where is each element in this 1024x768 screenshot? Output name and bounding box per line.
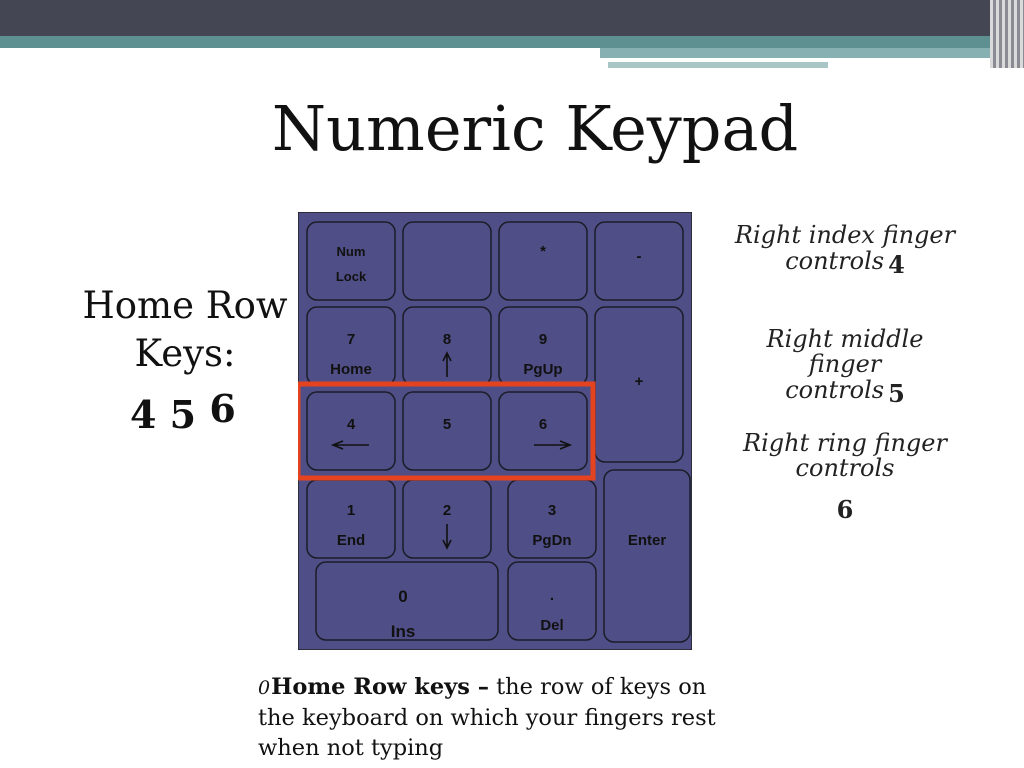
home-row-digit-6: 6 (209, 386, 236, 431)
key-star-top: * (540, 243, 546, 260)
key-3-bottom: PgDn (532, 532, 572, 549)
key-7 (307, 307, 395, 385)
finger-note-index-line2: controls (785, 247, 885, 275)
definition-term: Home Row keys – (271, 674, 489, 700)
key-8-top: 8 (442, 331, 452, 348)
key-7-top: 7 (346, 331, 356, 348)
key-plus-top: + (634, 373, 644, 390)
top-accent-thin (608, 62, 828, 68)
key-8 (403, 307, 491, 385)
key-enter-top: Enter (627, 532, 667, 549)
home-row-digits (130, 386, 236, 437)
key-del-top: . (549, 587, 555, 604)
key-1-bottom: End (336, 532, 366, 549)
top-bar (0, 0, 1024, 36)
finger-note-ring (728, 431, 962, 481)
key-0 (316, 562, 498, 641)
key-3 (508, 480, 596, 558)
key-2-top: 2 (442, 502, 452, 519)
finger-note-middle-line2: controls (785, 376, 885, 404)
key-numlock-bottom: Lock (335, 269, 367, 284)
finger-note-middle (728, 325, 962, 408)
finger-note-middle-line1: Right middle finger (766, 325, 924, 378)
key-minus-top: - (636, 248, 642, 265)
key-9-bottom: PgUp (523, 361, 563, 378)
key-plus (595, 307, 683, 462)
key-star (499, 222, 587, 300)
home-row-label (82, 282, 288, 378)
home-row-definition (258, 672, 728, 763)
finger-note-index-line1: Right index finger (734, 221, 956, 249)
slide-title: Numeric Keypad (271, 92, 799, 165)
key-3-top: 3 (547, 502, 557, 519)
key-9-top: 9 (538, 331, 548, 348)
key-6 (499, 392, 587, 470)
key-del-bottom: Del (540, 617, 564, 634)
key-del (508, 562, 596, 640)
key-numlock (307, 222, 395, 300)
home-row-label-line1: Home Row (82, 284, 288, 327)
key-5-top: 5 (442, 416, 452, 433)
key-7-bottom: Home (330, 361, 372, 378)
key-1-top: 1 (346, 502, 356, 519)
finger-note-index-digit: 4 (888, 250, 905, 279)
key-2 (403, 480, 491, 558)
key-4 (307, 392, 395, 470)
key-4-top: 4 (346, 416, 356, 433)
finger-note-ring-digit: 6 (836, 495, 854, 524)
key-9 (499, 307, 587, 385)
finger-note-ring-line1: Right ring finger (743, 429, 947, 457)
definition-text: the row of keys on the keyboard on which your fingers rest when not typing (258, 674, 716, 761)
numeric-keypad-diagram (298, 212, 692, 650)
key-0-top: 0 (398, 587, 408, 606)
home-row-digits-4-5: 4 5 (130, 392, 197, 437)
key-minus (595, 222, 683, 300)
top-accent-band (0, 36, 1024, 48)
finger-note-ring-line2: controls (795, 454, 895, 482)
key-enter (604, 470, 690, 642)
finger-note-middle-digit: 5 (888, 379, 905, 408)
top-accent-stripe (600, 48, 1024, 58)
key-6-top: 6 (538, 416, 548, 433)
key-0-bottom: Ins (390, 622, 416, 641)
key-1 (307, 480, 395, 558)
home-row-label-line2: Keys: (134, 332, 236, 375)
corner-stripes (990, 0, 1024, 68)
key-slash (403, 222, 491, 300)
key-5 (403, 392, 491, 470)
finger-note-index (728, 221, 962, 279)
key-numlock-top: Num (336, 244, 366, 259)
bullet-marker: 0 (258, 677, 271, 699)
